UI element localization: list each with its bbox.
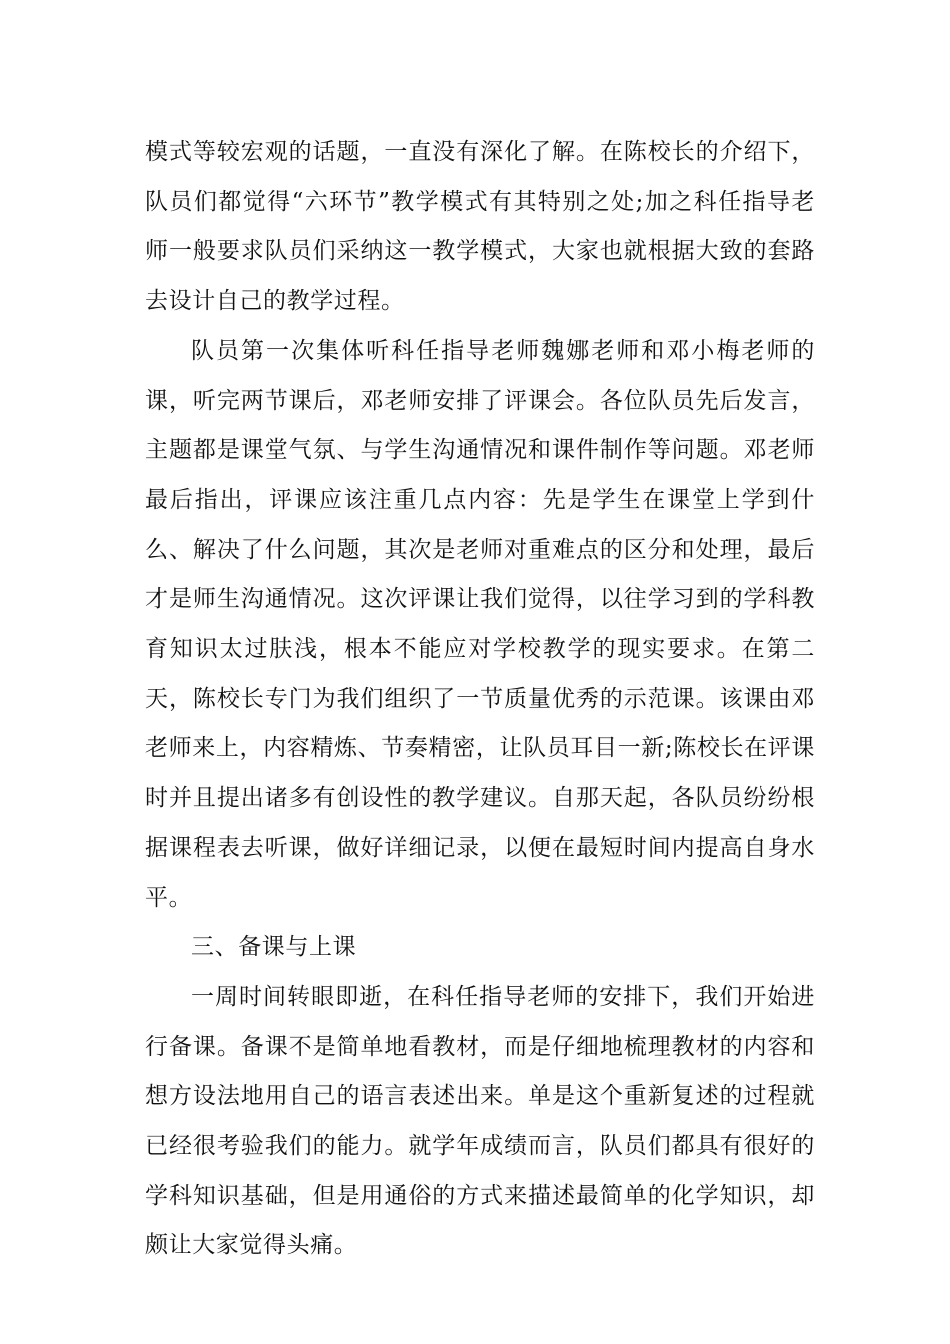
section-heading-lesson-prep: 三、备课与上课	[191, 934, 357, 961]
document-body	[145, 128, 815, 1271]
paragraph-lesson-observation: 队员第一次集体听科任指导老师魏娜老师和邓小梅老师的课，听完两节课后，邓老师安排了评课会。各位队员先后发言，主题都是课堂气氛、与学生沟通情况和课件制作等问题。邓老师最后指出，评课应该注重几点内容：先是学生在课堂上学到什么、解决了什么问题，其次是老师对重难点的区分和处理，最后才是师生沟通情况。这次评课让我们觉得，以往学习到的学科教育知识太过肤浅，根本不能应对学校教学的现实要求。在第二天，陈校长专门为我们组织了一节质量优秀的示范课。该课由邓老师来上，内容精炼、节奏精密，让队员耳目一新;陈校长在评课时并且提出诸多有创设性的教学建议。自那天起，各队员纷纷根据课程表去听课，做好详细记录，以便在最短时间内提高自身水平。	[145, 337, 815, 911]
paragraph-lesson-prep: 一周时间转眼即逝，在科任指导老师的安排下，我们开始进行备课。备课不是简单地看教材，而是仔细地梳理教材的内容和想方设法地用自己的语言表述出来。单是这个重新复述的过程就已经很考验我们的能力。就学年成绩而言，队员们都具有很好的学科知识基础，但是用通俗的方式来描述最简单的化学知识，却颇让大家觉得头痛。	[145, 983, 815, 1259]
paragraph-continuation: 模式等较宏观的话题，一直没有深化了解。在陈校长的介绍下，队员们都觉得“六环节”教学模式有其特别之处;加之科任指导老师一般要求队员们采纳这一教学模式，大家也就根据大致的套路去设计自己的教学过程。	[145, 139, 815, 315]
